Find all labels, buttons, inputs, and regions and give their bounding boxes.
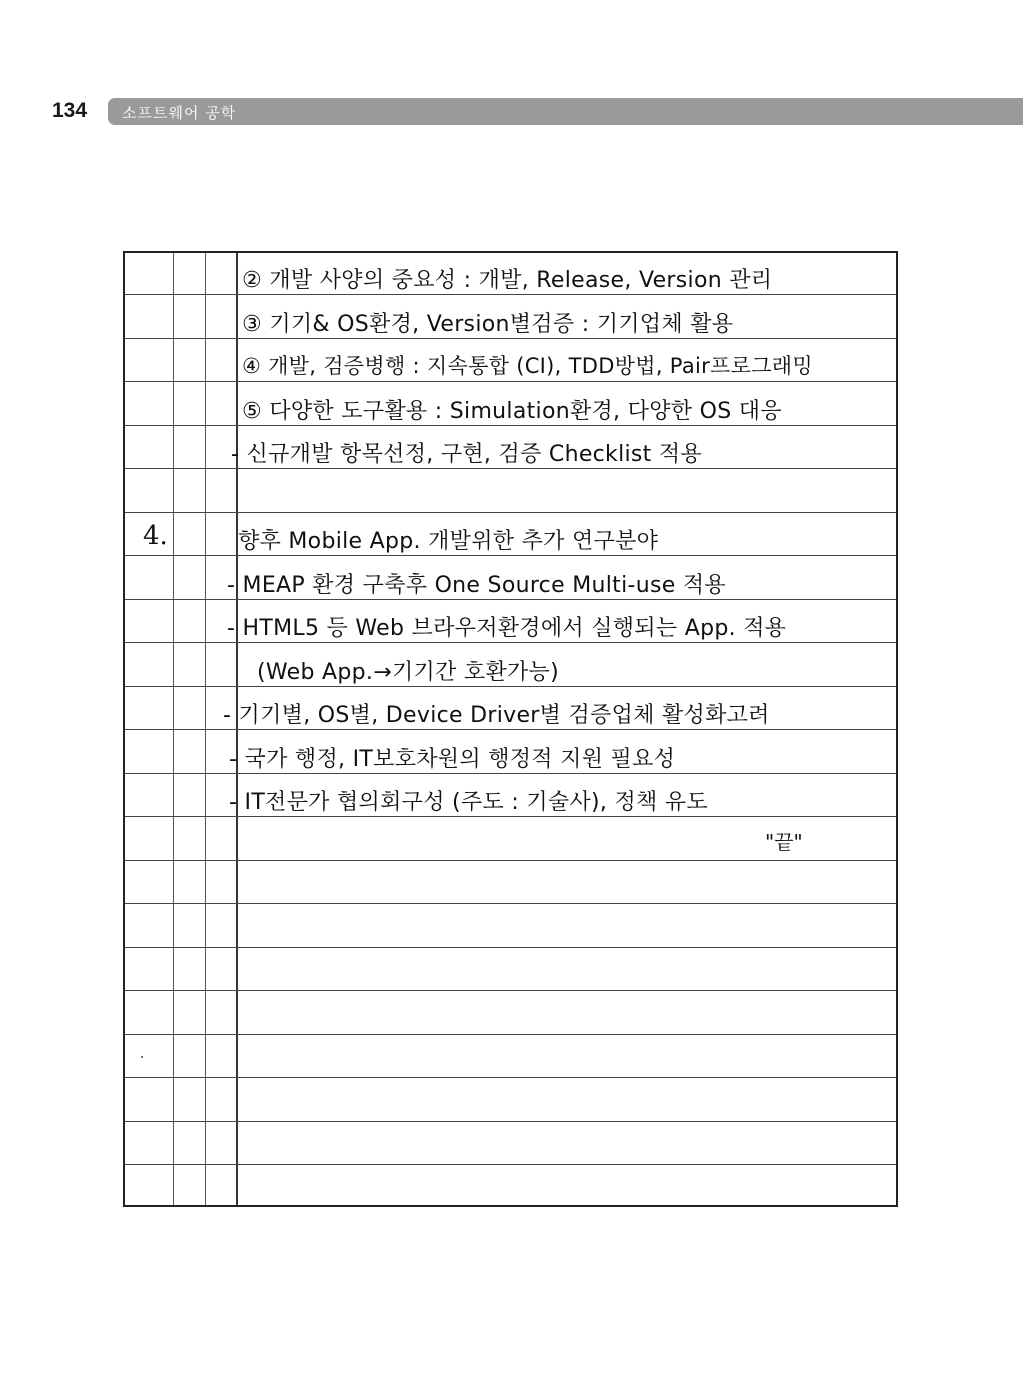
ruled-line xyxy=(125,1121,896,1122)
ruled-line xyxy=(125,860,896,861)
ruled-line xyxy=(125,338,896,339)
answer-line-2: ③ 기기& OS환경, Version별검증 : 기기업체 활용 xyxy=(242,312,734,337)
ruled-line xyxy=(125,642,896,643)
ruled-line xyxy=(125,773,896,774)
page-number: 134 xyxy=(52,99,88,122)
ruled-line xyxy=(125,294,896,295)
ruled-line xyxy=(125,1077,896,1078)
ruled-line xyxy=(125,990,896,991)
answer-line-6: 향후 Mobile App. 개발위한 추가 연구분야 xyxy=(238,529,659,554)
ruled-line xyxy=(125,816,896,817)
ruled-line xyxy=(125,686,896,687)
answer-line-5: - 신규개발 항목선정, 구현, 검증 Checklist 적용 xyxy=(231,442,703,467)
answer-line-10: - 기기별, OS별, Device Driver별 검증업체 활성화고려 xyxy=(223,703,770,728)
ruled-line xyxy=(125,1034,896,1035)
header-bar xyxy=(108,98,1023,125)
ruled-line xyxy=(125,425,896,426)
ruled-line xyxy=(125,947,896,948)
ruled-line xyxy=(125,599,896,600)
pen-dot xyxy=(141,1056,143,1058)
ruled-line xyxy=(125,512,896,513)
ruled-line xyxy=(125,381,896,382)
header-title: 소프트웨어 공학 xyxy=(122,104,237,122)
answer-line-11: - 국가 행정, IT보호차원의 행정적 지원 필요성 xyxy=(229,747,676,772)
answer-line-12: - IT전문가 협의회구성 (주도 : 기술사), 정책 유도 xyxy=(229,790,708,815)
answer-line-3: ④ 개발, 검증병행 : 지속통합 (CI), TDD방법, Pair프로그래밍 xyxy=(242,354,813,378)
answer-sheet xyxy=(123,251,898,1207)
answer-line-8: - HTML5 등 Web 브라우저환경에서 실행되는 App. 적용 xyxy=(227,616,787,641)
question-number: 4. xyxy=(143,521,168,551)
answer-line-1: ② 개발 사양의 중요성 : 개발, Release, Version 관리 xyxy=(242,268,773,293)
ruled-line xyxy=(125,1164,896,1165)
ruled-line xyxy=(125,555,896,556)
end-mark: "끝" xyxy=(765,830,803,854)
answer-line-4: ⑤ 다양한 도구활용 : Simulation환경, 다양한 OS 대응 xyxy=(242,399,782,424)
ruled-line xyxy=(125,729,896,730)
ruled-line xyxy=(125,468,896,469)
answer-line-7: - MEAP 환경 구축후 One Source Multi-use 적용 xyxy=(227,573,726,598)
ruled-line xyxy=(125,903,896,904)
answer-line-9: (Web App.→기기간 호환가능) xyxy=(257,660,559,685)
